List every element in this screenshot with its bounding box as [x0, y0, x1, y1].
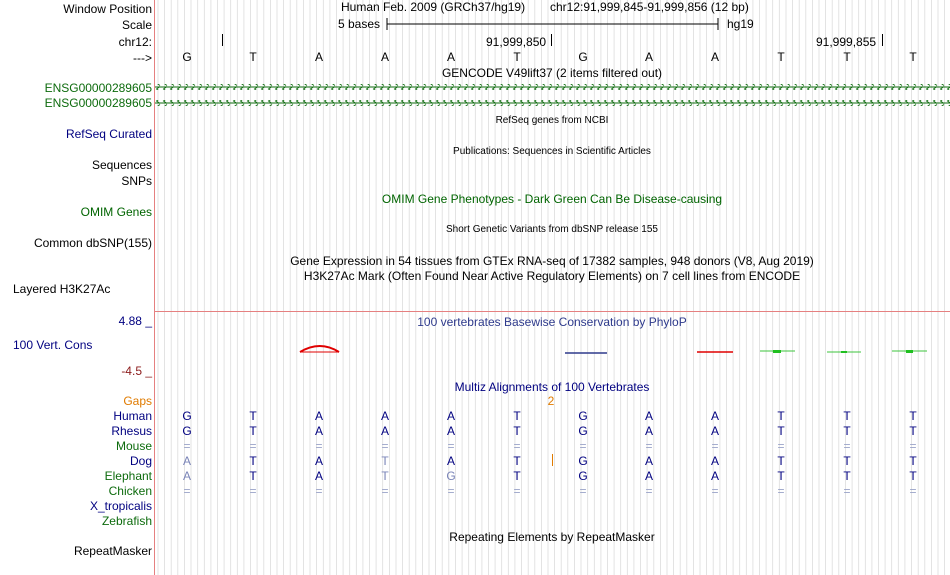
coord-tick — [882, 34, 883, 46]
multiz-track-title: Multiz Alignments of 100 Vertebrates — [454, 380, 650, 394]
base-letter: A — [446, 50, 455, 64]
alignment-base: A — [710, 424, 719, 438]
omim-track-label[interactable]: OMIM Genes — [80, 205, 152, 219]
alignment-base: T — [513, 454, 521, 468]
alignment-base: A — [182, 454, 191, 468]
alignment-base: = — [711, 484, 719, 498]
alignment-base: T — [843, 469, 851, 483]
sequences-track-label[interactable]: Sequences — [91, 158, 152, 172]
gencode-gene-features[interactable] — [155, 80, 950, 110]
alignment-base: T — [381, 454, 389, 468]
alignment-base: = — [513, 484, 521, 498]
gene-label-1[interactable]: ENSG00000289605 — [44, 81, 152, 95]
alignment-base: T — [249, 469, 257, 483]
alignment-base: = — [843, 439, 851, 453]
alignment-base: = — [579, 484, 587, 498]
alignment-base: T — [513, 424, 521, 438]
alignment-base: = — [381, 439, 389, 453]
dog-gap-marker — [552, 454, 553, 466]
phylop-track-title: 100 vertebrates Basewise Conservation by PhyloP — [417, 315, 687, 329]
refseq-track-label[interactable]: RefSeq Curated — [65, 127, 152, 141]
h3k27ac-track-title: H3K27Ac Mark (Often Found Near Active Regulatory Elements) on 7 cell lines from ENCODE — [303, 269, 801, 283]
alignment-base: T — [513, 469, 521, 483]
alignment-base: A — [314, 469, 323, 483]
base-letter: T — [249, 50, 257, 64]
scale-bar — [384, 16, 724, 32]
base-letter: G — [182, 50, 192, 64]
alignment-base: A — [446, 409, 455, 423]
species-label[interactable]: Zebrafish — [101, 514, 152, 528]
alignment-base: A — [644, 469, 653, 483]
dbsnp-track-title: Short Genetic Variants from dbSNP release 155 — [446, 224, 658, 235]
conservation-track-label[interactable]: 100 Vert. Cons — [13, 338, 93, 352]
window-position-label: Window Position — [63, 2, 152, 16]
conservation-min-label: -4.5 _ — [121, 364, 152, 378]
gene-label-2[interactable]: ENSG00000289605 — [44, 96, 152, 110]
publications-track-title: Publications: Sequences in Scientific Articles — [453, 146, 651, 157]
alignment-base: A — [380, 409, 389, 423]
alignment-base: G — [578, 454, 588, 468]
base-letter: T — [777, 50, 785, 64]
alignment-base: G — [578, 424, 588, 438]
alignment-base: = — [315, 439, 323, 453]
gencode-track-title: GENCODE V49lift37 (2 items filtered out) — [441, 66, 663, 80]
base-letter: T — [843, 50, 851, 64]
species-label[interactable]: Chicken — [108, 484, 152, 498]
alignment-base: = — [249, 484, 257, 498]
alignment-base: T — [777, 424, 785, 438]
refseq-track-title: RefSeq genes from NCBI — [495, 115, 609, 126]
alignment-base: T — [249, 454, 257, 468]
alignment-base: = — [513, 439, 521, 453]
alignment-base: = — [381, 484, 389, 498]
gaps-label: Gaps — [123, 394, 152, 408]
alignment-base: = — [447, 439, 455, 453]
omim-track-title: OMIM Gene Phenotypes - Dark Green Can Be Disease-causing — [381, 192, 723, 206]
species-label[interactable]: Human — [113, 409, 152, 423]
species-label[interactable]: X_tropicalis — [89, 499, 152, 513]
alignment-base: G — [578, 409, 588, 423]
coord-tick — [222, 34, 223, 46]
alignment-base: = — [249, 439, 257, 453]
alignment-base: = — [183, 484, 191, 498]
alignment-base: = — [315, 484, 323, 498]
alignment-base: A — [710, 409, 719, 423]
alignment-base: T — [843, 424, 851, 438]
alignment-base: T — [777, 469, 785, 483]
alignment-base: A — [446, 454, 455, 468]
alignment-base: G — [578, 469, 588, 483]
species-label[interactable]: Dog — [129, 454, 152, 468]
alignment-base: = — [909, 439, 917, 453]
base-letter: A — [380, 50, 389, 64]
base-letter: T — [513, 50, 521, 64]
species-label[interactable]: Mouse — [115, 439, 152, 453]
alignment-base: A — [644, 409, 653, 423]
alignment-base: T — [381, 469, 389, 483]
alignment-base: = — [579, 439, 587, 453]
alignment-base: A — [710, 454, 719, 468]
alignment-base: G — [182, 424, 192, 438]
snps-track-label[interactable]: SNPs — [121, 174, 152, 188]
track-separator — [155, 311, 950, 312]
alignment-base: = — [183, 439, 191, 453]
alignment-base: = — [909, 484, 917, 498]
chromosome-label: chr12: — [118, 35, 152, 49]
repeatmasker-track-label[interactable]: RepeatMasker — [73, 544, 152, 558]
alignment-base: T — [909, 424, 917, 438]
alignment-base: = — [777, 484, 785, 498]
strand-arrow-label[interactable]: ---> — [133, 51, 152, 65]
coord-tick — [551, 34, 552, 46]
species-label[interactable]: Rhesus — [111, 424, 152, 438]
dbsnp-track-label[interactable]: Common dbSNP(155) — [33, 236, 152, 250]
alignment-base: A — [644, 424, 653, 438]
alignment-base: = — [711, 439, 719, 453]
alignment-base: A — [644, 454, 653, 468]
alignment-base: = — [447, 484, 455, 498]
alignment-base: G — [182, 409, 192, 423]
scale-label: Scale — [121, 18, 152, 32]
alignment-base: A — [380, 424, 389, 438]
alignment-base: T — [777, 454, 785, 468]
alignment-base: A — [314, 409, 323, 423]
alignment-base: T — [909, 454, 917, 468]
alignment-base: A — [314, 454, 323, 468]
gap-count: 2 — [547, 394, 555, 408]
alignment-base: A — [446, 424, 455, 438]
coord-label-2: 91,999,855 — [816, 35, 877, 49]
repeatmasker-track-title: Repeating Elements by RepeatMasker — [449, 530, 655, 544]
position-readout: chr12:91,999,845-91,999,856 (12 bp) — [550, 0, 749, 14]
scale-bar-label: 5 bases — [338, 17, 381, 31]
base-letter: A — [314, 50, 323, 64]
species-label[interactable]: Elephant — [104, 469, 152, 483]
alignment-base: T — [843, 409, 851, 423]
gtex-track-title: Gene Expression in 54 tissues from GTEx RNA-seq of 17382 samples, 948 donors (V8, Aug 2019) — [290, 254, 814, 268]
phylop-signal[interactable] — [155, 340, 950, 360]
base-letter: A — [710, 50, 719, 64]
alignment-base: T — [249, 409, 257, 423]
base-letter: A — [644, 50, 653, 64]
alignment-base: = — [645, 484, 653, 498]
alignment-base: = — [777, 439, 785, 453]
h3k27ac-track-label[interactable]: Layered H3K27Ac — [13, 282, 111, 296]
alignment-base: = — [645, 439, 653, 453]
alignment-base: = — [843, 484, 851, 498]
conservation-max-label: 4.88 _ — [118, 314, 152, 328]
alignment-base: T — [843, 454, 851, 468]
assembly-title: Human Feb. 2009 (GRCh37/hg19) — [341, 0, 526, 14]
alignment-base: G — [446, 469, 456, 483]
base-letter: G — [578, 50, 588, 64]
base-letter: T — [909, 50, 917, 64]
alignment-base: A — [314, 424, 323, 438]
alignment-base: T — [249, 424, 257, 438]
alignment-base: T — [909, 409, 917, 423]
coord-label-1: 91,999,850 — [486, 35, 547, 49]
alignment-base: A — [710, 469, 719, 483]
scale-db-label: hg19 — [727, 17, 754, 31]
alignment-base: T — [909, 469, 917, 483]
alignment-base: T — [777, 409, 785, 423]
alignment-base: A — [182, 469, 191, 483]
alignment-base: T — [513, 409, 521, 423]
